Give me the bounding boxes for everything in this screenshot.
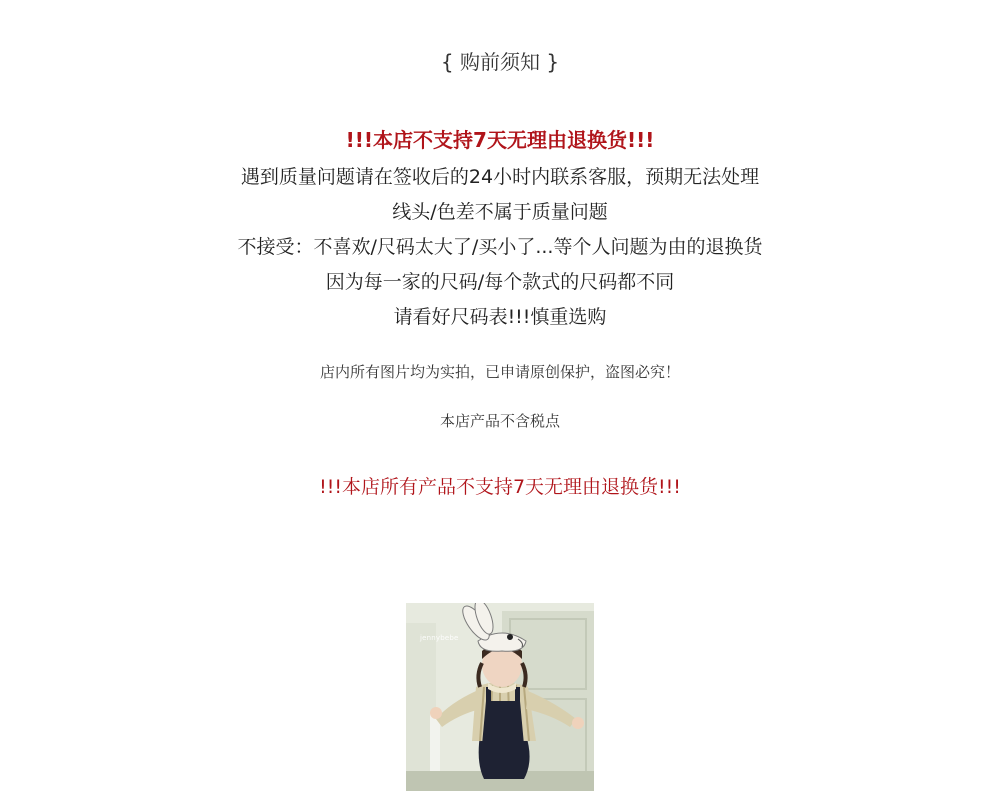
notice-line-not-accepted: 不接受：不喜欢/尺码太大了/买小了...等个人问题为由的退换货 bbox=[237, 236, 763, 258]
tax-notice: 本店产品不含税点 bbox=[439, 412, 560, 430]
no-return-alert: !!!本店不支持7天无理由退换货!!! bbox=[345, 128, 655, 152]
no-return-alert-2: !!!本店所有产品不支持7天无理由退换货!!! bbox=[319, 476, 681, 498]
product-photo bbox=[406, 603, 594, 791]
notice-line-size-chart: 请看好尺码表!!!慎重选购 bbox=[393, 306, 607, 328]
photo-watermark: jennybebe bbox=[420, 634, 459, 642]
child-in-bunny-hat-image bbox=[406, 603, 594, 791]
notice-line-thread: 线头/色差不属于质量问题 bbox=[392, 201, 608, 223]
notice-line-sizes: 因为每一家的尺码/每个款式的尺码都不同 bbox=[325, 271, 675, 293]
notice-line-quality: 遇到质量问题请在签收后的24小时内联系客服，预期无法处理 bbox=[240, 166, 760, 188]
copyright-notice: 店内所有图片均为实拍，已申请原创保护，盗图必究！ bbox=[319, 363, 680, 381]
notice-title: { 购前须知 } bbox=[440, 50, 560, 74]
